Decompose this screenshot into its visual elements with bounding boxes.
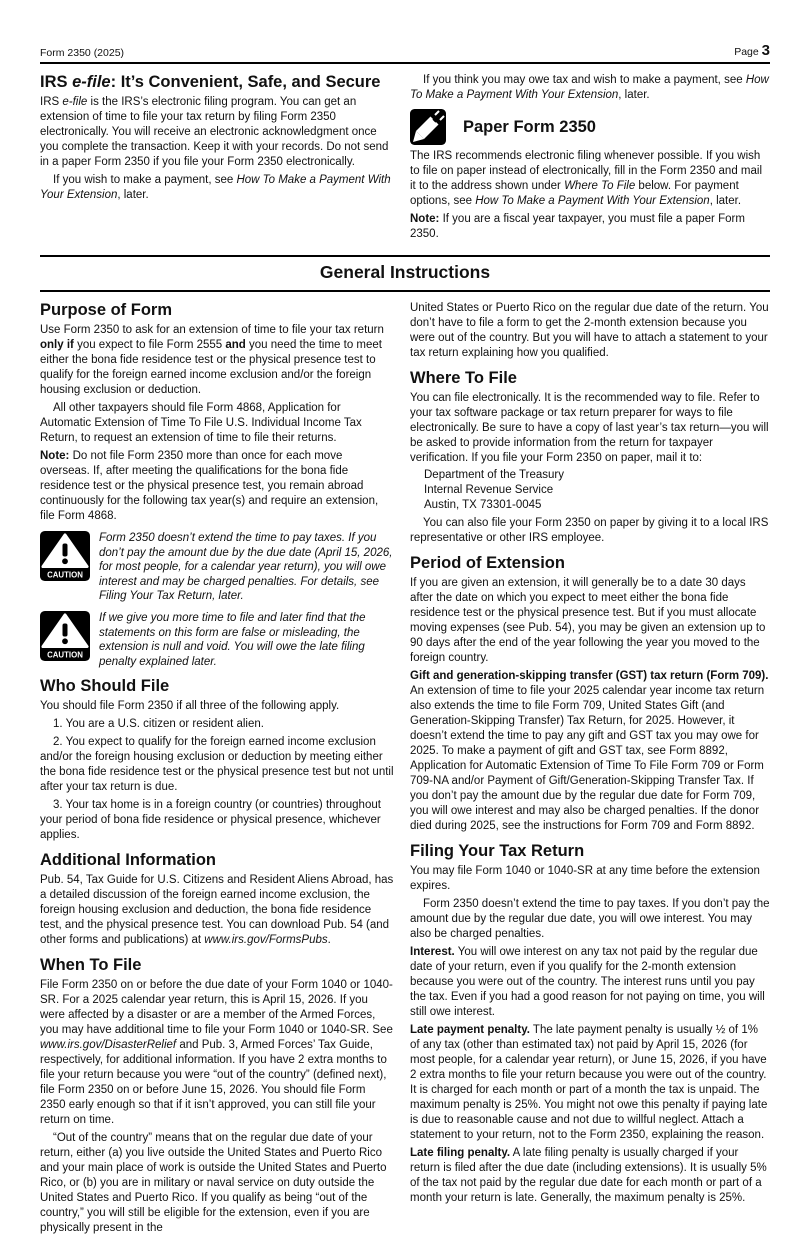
text-run: You should file Form 2350 if all three of the following apply. [40,700,340,713]
text-run: Gift and generation-skipping transfer (GST) tax return (Form 709). [410,670,769,682]
text-run: www.irs.gov/DisasterRelief [40,1039,177,1052]
text-run: Period of Extension [410,554,565,572]
paragraph [40,699,394,714]
text-run: Additional Information [40,851,216,870]
section-heading [40,677,394,696]
text-run: You may file Form 1040 or 1040-SR at any time before the extension expires. [410,865,760,892]
main-columns [40,301,770,1236]
text-run: Use Form 2350 to ask for an extension of time to file your tax return [40,324,384,336]
text-run: Where To File [564,180,636,192]
top-columns [40,73,770,242]
address-line: Internal Revenue Service [424,484,554,496]
page-number-label [734,42,770,59]
text-run: The late payment penalty is usually ½ of 1% of any tax (other than estimated tax) not paid by April 15, 2026 (for most people, for a calendar year return), or June 15, 2026, if you have 2 extra months to file your return because you were out of the country. It is charged for each month or part of a month the tax is unpaid. The maximum penalty is 25%. You might not owe this penalty if paying late is due to reasonable cause and not due to willful neglect. Attach a statement to your return, not to the Form 2350, explaining the reason. [410,1024,768,1141]
paragraph [40,449,394,524]
text-run: Note: [40,450,70,462]
top-left-column [40,73,394,242]
section-heading [463,118,596,137]
paragraph [410,576,770,666]
caution-icon [40,531,90,581]
text-run: You can also file your Form 2350 on paper by giving it to a local IRS representative or other IRS employee. [410,517,769,544]
text-run: Where To File [410,369,517,387]
text-run: , later. [212,590,244,603]
text-run: Do not file Form 2350 more than once for each move overseas. If, after meeting the qualifications for the bona fide residence test or the physical presence test, you remain abroad continuously for the following tax year(s) and require an extension, file Form 4868. [40,450,379,522]
caution-note [40,611,394,669]
text-run: is the IRS’s electronic filing program. You can get an extension of time to file your tax return by filing Form 2350 electronically. You will receive an electronic acknowledgment once you complete the transaction. Keep it with your records. Do not send in a paper Form 2350 if you file your Form 2350 electronically. [40,96,389,168]
text-run: A late filing penalty is usually charged if your return is filed after the due date (including extensions). It is usually 5% of the tax not paid by the regular due date for each month or part of a month your return is late. Generally, the maximum penalty is 25%. [410,1147,767,1204]
text-run: : It’s Convenient, Safe, and Secure [110,73,381,91]
text-run: Form 2350 doesn’t extend the time to pay taxes. If you don’t pay the amount due by the regular due date, you will owe interest. You may also be charged penalties. [410,898,770,940]
page-section-title [40,73,394,92]
paragraph [410,212,770,242]
page-header [40,42,770,64]
caution-note [40,531,394,604]
text-run: Purpose of Form [40,301,173,319]
text-run: Form 2350 doesn’t extend the time to pay taxes. If you don’t pay the amount due by the due date (April 15, 2026, for most people, for a calendar year return), you will owe interest and may be charged penalties. For details, see [99,532,393,588]
icon-heading [410,109,770,145]
text-run: e-file [72,73,111,91]
text-run: 2. You expect to qualify for the foreign earned income exclusion and/or the foreign housing exclusion or deduction by meeting either the bona fide residence test or the physical presence test but not until after your tax return is due. [40,736,394,794]
paragraph [410,516,770,546]
text-run: When To File [40,956,142,975]
text-run: If you are given an extension, it will generally be to a date 30 days after the date on which you expect to meet either the bona fide residence test or the physical presence test. But if you must allocate moving expenses (see Pub. 54), you may be given an extension up to 90 days after the end of the year following the year you moved to the foreign country. [410,577,766,664]
text-run: you expect to file Form 2555 [73,339,226,351]
svg-text:CAUTION: CAUTION [47,570,83,580]
text-run: . [327,934,331,947]
text-run: An extension of time to file your 2025 calendar year income tax return also extends the time to file Form 709, United States Gift (and Generation-Skipping Transfer) Tax Return, for 2025. However, it doesn’t extend the time to pay any gift and GST tax you may owe for 2025. To make a payment of gift and GST tax, see Form 8892, Application for Automatic Extension of Time To File Form 709 or Form 709-NA and/or Payment of Gift/Generation-Skipping Transfer Tax. If you don’t pay the amount due by the regular due date for Form 709, you will owe interest and may also be charged penalties. If the donor died during 2025, see the instructions for Form 709 and Form 8892. [410,685,765,832]
text-run: If you are a fiscal year taxpayer, you must file a paper Form 2350. [410,213,745,240]
paragraph [410,301,770,361]
text-run: Who Should File [40,677,170,696]
page-number: 3 [761,42,770,59]
text-run: , later. [117,189,149,201]
text-run: www.irs.gov/FormsPubs [204,934,328,947]
paragraph [40,323,394,398]
section-heading [40,301,394,320]
paragraph [410,1146,770,1206]
text-run: You can file electronically. It is the recommended way to file. Refer to your tax software package or tax return preparer for ways to file electronically. Be sure to have a copy of last year’s tax return—you will be asked to provide information from the return for taxpayer verification. If you file your Form 2350 on paper, mail it to: [410,392,769,464]
paragraph [410,73,770,103]
svg-text:CAUTION: CAUTION [47,650,83,660]
text-run: 1. You are a U.S. citizen or resident alien. [53,718,264,731]
text-run: , later. [618,89,650,101]
text-run: Note: [410,213,440,225]
text-run: Late payment penalty. [410,1024,530,1036]
paragraph [410,669,770,834]
text-run: and Pub. 3, Armed Forces’ Tax Guide, respectively, for additional information. If you have 2 extra months to file your return because you were “out of the country” (defined next), file Form 2350 on or before June 15, 2026. You should file Form 2350 early enough so that if it isn’t approved, you can still file your return on time. [40,1039,387,1127]
text-run: How To Make a Payment With Your Extension [410,74,769,101]
section-heading [410,369,770,388]
text-run: United States or Puerto Rico on the regular due date of the return. You don’t have to file a form to get the 2-month extension because you were out of the country. But you will have to attach a statement to your tax return explaining how you qualified. [410,302,769,359]
address-line: Department of the Treasury [424,469,564,481]
form-id: Form 2350 (2025) [40,47,125,59]
paragraph [40,873,394,948]
paragraph [40,401,394,446]
paragraph [410,897,770,942]
text-run: you need the time to meet either the bona fide residence test or the physical presence test to qualify for the foreign earned income exclusion and/or the foreign housing exclusion or deduction. [40,339,382,396]
paragraph [40,717,394,732]
section-heading [40,956,394,975]
caution-text [99,531,394,604]
page-word: Page [734,46,759,58]
text-run: below. For payment options, see [410,180,739,207]
text-run: You will owe interest on any tax not paid by the regular due date of your return, even if you qualify for the 2-month extension because you were out of the country. The interest runs until you pay the tax. Even if you had a good reason for not paying on time, you will still owe interest. [410,946,765,1018]
caution-text [99,611,394,669]
text-run: Filing Your Tax Return [99,590,213,603]
paragraph [40,978,394,1128]
paragraph [40,1131,394,1236]
text-run: If we give you more time to file and later find that the statements on this form are false or misleading, the extension is null and void. You will owe the late filing penalty explained later. [99,611,366,668]
text-run: only if [40,339,74,351]
mailing-address [424,468,770,513]
text-run: Paper Form 2350 [463,117,596,136]
text-run: “Out of the country” means that on the regular due date of your return, either (a) you live outside the United States and Puerto Rico and your main place of work is outside the United States and Puerto Rico, or (b) you are in military or naval service on duty outside the United States and Puerto Rico. If you qualify as being “out of the country,” you will still be eligible for the extension, even if you are physically present in the [40,1132,387,1235]
caution-icon [40,611,90,661]
top-right-column [410,73,770,242]
text-run: IRS [40,73,73,91]
general-instructions-band [40,255,770,292]
text-run: All other taxpayers should file Form 4868, Application for Automatic Extension of Time To File U.S. Individual Income Tax Return, to request an extension of time to file their returns. [40,402,362,444]
text-run: How To Make a Payment With Your Extension [40,174,391,201]
text-run: If you wish to make a payment, see [53,174,237,186]
text-run: Interest. [410,946,455,958]
text-run: e-file [62,96,88,108]
paragraph [410,149,770,209]
text-run: File Form 2350 on or before the due date of your Form 1040 or 1040-SR. For a 2025 calendar year return, this is April 15, 2026. If you were affected by a disaster or are a member of the Armed Forces, you may have additional time to file your Form 1040 or 1040-SR. See [40,979,393,1037]
paragraph [40,735,394,795]
text-run: Pub. 54, Tax Guide for U.S. Citizens and Resident Aliens Abroad, has a detailed discussion of the foreign earned income exclusion, the foreign housing exclusion and deduction, the bona fide residence test, and the physical presence test. You can download Pub. 54 (and other forms and publications) at [40,874,394,947]
text-run: The IRS recommends electronic filing whenever possible. If you wish to file on paper instead of electronically, fill in the Form 2350 and mail it to the address shown under [410,150,763,192]
paragraph [40,173,394,203]
text-run: How To Make a Payment With Your Extension [475,195,710,207]
text-run: and [225,339,246,351]
main-left-column [40,301,394,1236]
paragraph [410,391,770,466]
paper-file-pencil-icon [410,109,446,145]
paragraph [410,945,770,1020]
band-title: General Instructions [319,262,491,282]
paragraph [40,798,394,843]
paragraph [40,95,394,170]
address-line: Austin, TX 73301-0045 [424,499,542,511]
text-run: IRS [40,96,63,108]
section-heading [40,851,394,870]
text-run: If you think you may owe tax and wish to make a payment, see [423,74,746,86]
text-run: 3. Your tax home is in a foreign country (or countries) throughout your period of bona fide residence or physical presence, whichever applies. [40,799,381,842]
section-heading [410,554,770,573]
paragraph [410,1023,770,1143]
text-run: Filing Your Tax Return [410,842,585,860]
text-run: Late filing penalty. [410,1147,511,1159]
section-heading [410,842,770,861]
main-right-column [410,301,770,1236]
text-run: , later. [709,195,742,207]
paragraph [410,864,770,894]
